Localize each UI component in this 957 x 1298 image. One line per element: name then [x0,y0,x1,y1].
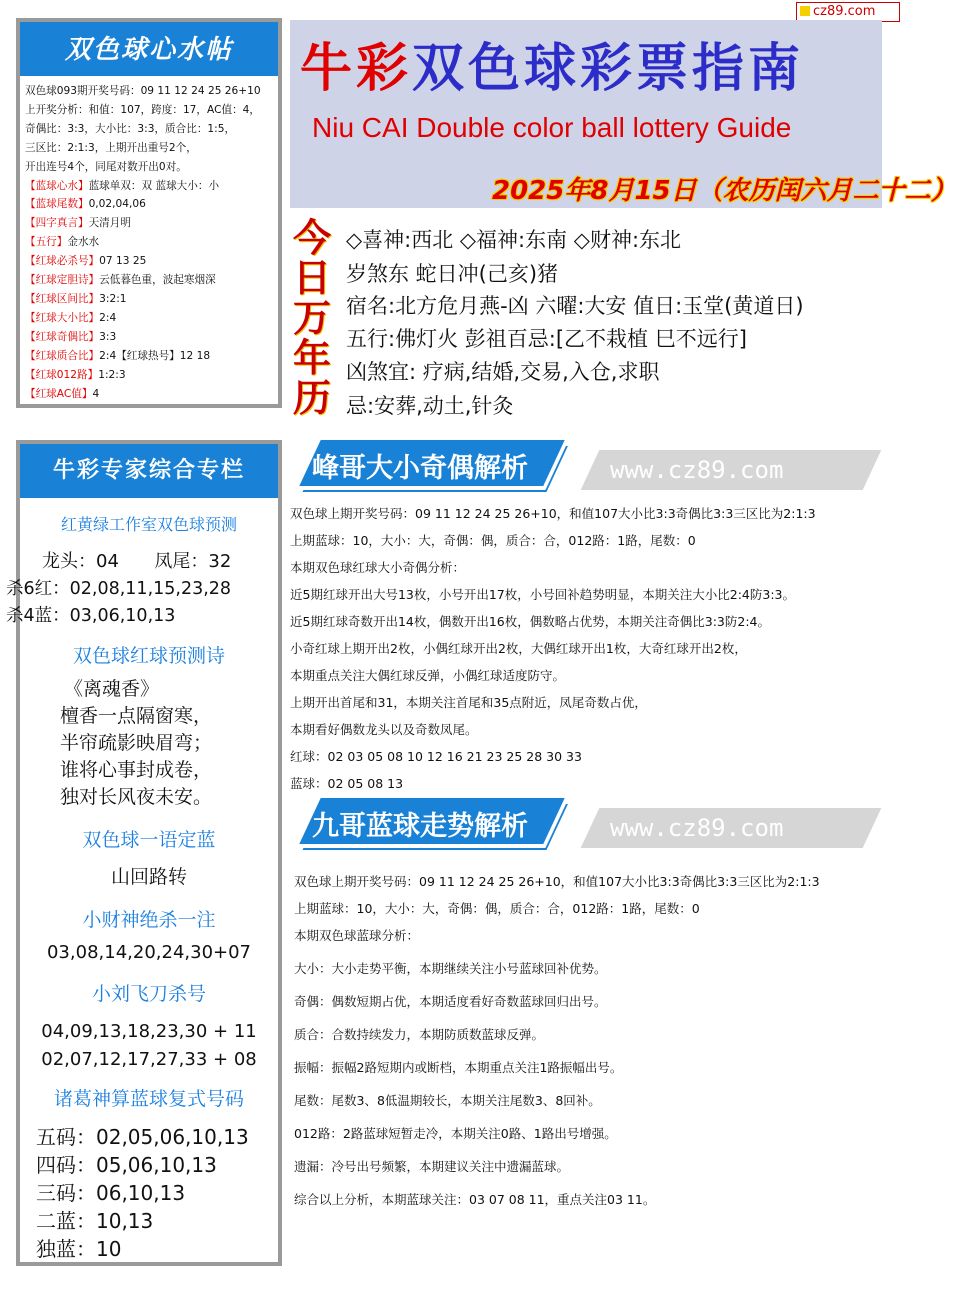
analysis-line: 双色球上期开奖号码：09 11 12 24 25 26+10，和值107大小比3:3奇偶比3:3三区比为2:1:3 [294,874,820,889]
heart-water-value: 2:4【红球热号】12 18 [99,349,211,362]
guide-title: 双色球彩票指南 [412,38,805,99]
section1-title: 峰哥大小奇偶解析 [312,453,528,484]
analysis-line: 尾数：尾数3、8低温期较长，本期关注尾数3、8回补。 [294,1093,601,1108]
heart-water-line [25,347,274,366]
analysis-line: 上期开出首尾和31，本期关注首尾和35点附近，凤尾奇数占优， [290,695,647,710]
kill-blue: 杀4蓝：03,06,10,13 [6,606,176,626]
heart-water-line [25,158,274,177]
analysis-line: 本期双色球红球大小奇偶分析： [290,560,466,575]
section2-site: www.cz89.com [610,814,784,842]
heart-water-tag: 【蓝球尾数】 [25,198,89,211]
heart-water-tag: 【四字真言】 [25,217,89,230]
analysis-line: 振幅：振幅2路短期内或断档，本期重点关注1路振幅出号。 [294,1060,623,1075]
poem-name: 《离魂香》 [64,678,160,700]
kill-red: 杀6红：02,08,11,15,23,28 [6,579,232,599]
studio-title: 红黄绿工作室双色球预测 [60,515,237,534]
poem-line: 半帘疏影映眉弯； [60,732,213,754]
heart-water-value: 三区比：2:1:3，上期开出重号2个， [25,141,197,154]
almanac-char: 今 [292,215,331,260]
heart-water-tag: 【蓝球心水】 [25,179,89,192]
heart-water-tag: 【红球大小比】 [25,311,100,324]
heart-water-line [25,290,274,309]
heart-water-line [25,252,274,271]
heart-water-value: 4 [92,387,100,400]
knife-line: 02,07,12,17,27,33 + 08 [41,1049,257,1070]
almanac-line: 宿名:北方危月燕-凶 六曜:大安 值日:玉堂(黄道日) [346,294,804,318]
almanac-line: 岁煞东 蛇日冲(己亥)猪 [346,262,559,286]
heart-water-value: 1:2:3 [98,368,126,381]
wealth-numbers: 03,08,14,20,24,30+07 [46,942,252,963]
heart-water-value: 蓝球单双：双 蓝球大小：小 [88,179,220,192]
one-word-value: 山回路转 [110,866,187,888]
knife-line: 04,09,13,18,23,30 + 11 [41,1021,257,1042]
almanac-line: 忌:安葬,动土,针灸 [346,394,514,418]
zhuge-line: 四码：05,06,10,13 [36,1153,217,1177]
heart-water-tag: 【红球必杀号】 [25,255,100,268]
poem-line: 谁将心事封成卷， [60,759,213,781]
analysis-line: 近5期红球开出大号13枚，小号开出17枚，小号回补趋势明显，本期关注大小比2:4防3:3。 [290,587,796,602]
heart-water-value: 云低暮色重，波起寒烟深 [99,274,216,287]
heart-water-tag: 【五行】 [25,236,68,249]
page-title [300,26,804,101]
almanac-line: 凶煞宜: 疗病,结婚,交易,入仓,求职 [346,360,660,384]
phoenix-tail: 凤尾：32 [154,551,232,572]
almanac-char: 万 [292,295,331,340]
almanac-char: 日 [292,255,331,300]
heart-water-value: 奇偶比：3:3，大小比：3:3，质合比：1:5， [25,122,236,135]
analysis-line: 近5期红球奇数开出14枚，偶数开出16枚，偶数略占优势，本期关注奇偶比3:3防2:4。 [290,614,771,629]
heart-water-content [20,78,278,403]
expert-column-title: 牛彩专家综合专栏 [20,444,278,498]
heart-water-value: 上开奖分析：和值：107，跨度：17，AC值：4， [25,103,260,116]
analysis-line: 综合以上分析，本期蓝球关注：03 07 08 11，重点关注03 11。 [294,1192,656,1207]
brand-name: 牛彩 [300,38,413,99]
heart-water-value: 2:4 [99,311,117,324]
almanac-line: 五行:佛灯火 彭祖百忌:[乙不栽植 巳不远行] [346,327,747,351]
heart-water-line [25,195,274,214]
square-icon [800,6,810,16]
almanac-char: 历 [292,375,331,420]
site-tag-text: cz89.com [813,4,876,19]
analysis-line: 红球：02 03 05 08 10 12 16 21 23 25 28 30 33 [290,749,582,764]
poem-line: 檀香一点隔窗寒， [60,705,213,727]
heart-water-tag: 【红球区间比】 [25,292,100,305]
heart-water-value: 0,02,04,06 [88,198,146,211]
issue-date: 2025年8月15日（农历闰六月二十二） [492,176,957,206]
heart-water-value: 3:3 [99,330,117,343]
analysis-line: 蓝球：02 05 08 13 [290,776,404,791]
heart-water-tag: 【红球质合比】 [25,349,100,362]
heart-water-tag: 【红球奇偶比】 [25,330,100,343]
heart-water-value: 双色球093期开奖号码：09 11 12 24 25 26+10 [25,85,261,97]
almanac-label [286,215,338,420]
heart-water-value: 金水水 [67,236,100,249]
analysis-line: 本期看好偶数龙头以及奇数凤尾。 [290,722,478,737]
zhuge-line: 独蓝：10 [36,1237,122,1261]
heart-water-line [25,120,274,139]
analysis-line: 双色球上期开奖号码：09 11 12 24 25 26+10，和值107大小比3:3奇偶比3:3三区比为2:1:3 [290,506,816,521]
poem-line: 独对长风夜未安。 [60,786,213,808]
heart-water-line [25,271,274,290]
english-title: Niu CAI Double color ball lottery Guide [312,112,792,143]
heart-water-line [25,309,274,328]
heart-water-line [25,139,274,158]
expert-column-panel [6,440,282,1266]
zhuge-line: 二蓝：10,13 [36,1209,154,1233]
heart-water-line [25,177,274,196]
zhuge-title: 诸葛神算蓝球复式号码 [53,1088,244,1110]
wealth-title: 小财神绝杀一注 [82,909,216,931]
dragon-head: 龙头：04 [42,551,119,572]
heart-water-title: 双色球心水帖 [20,22,278,78]
heart-water-line [25,328,274,347]
analysis-line: 本期双色球蓝球分析： [294,928,420,943]
section2-title: 九哥蓝球走势解析 [312,811,528,842]
heart-water-line [25,214,274,233]
heart-water-line [25,366,274,385]
analysis-line: 本期重点关注大偶红球反弹，小偶红球适度防守。 [290,668,566,683]
analysis-line: 遗漏：冷号出号频繁，本期建议关注中遗漏蓝球。 [294,1159,570,1174]
section2-banner [290,798,890,850]
zhuge-line: 五码：02,05,06,10,13 [36,1125,249,1149]
section1-site: www.cz89.com [610,456,784,484]
site-tag[interactable] [796,2,900,22]
heart-water-line [25,233,274,252]
poem-section-title: 双色球红球预测诗 [72,645,225,667]
heart-water-value: 07 13 25 [99,255,147,268]
analysis-line: 小奇红球上期开出2枚，小偶红球开出2枚，大偶红球开出1枚，大奇红球开出2枚， [290,641,747,656]
heart-water-tag: 【红球定胆诗】 [25,274,100,287]
heart-water-tag: 【红球AC值】 [25,387,93,400]
heart-water-value: 开出连号4个，同尾对数开出0对。 [25,160,187,173]
zhuge-line: 三码：06,10,13 [36,1181,186,1205]
heart-water-value: 天清月明 [88,217,131,230]
almanac-line: ◇喜神:西北 ◇福神:东南 ◇财神:东北 [346,228,682,252]
analysis-line: 上期蓝球：10，大小：大，奇偶：偶，质合：合，012路：1路，尾数：0 [294,901,700,916]
heart-water-panel [16,18,282,408]
analysis-line: 上期蓝球：10，大小：大，奇偶：偶，质合：合，012路：1路，尾数：0 [290,533,696,548]
section1-banner [290,440,890,492]
analysis-line: 012路：2路蓝球短暂走冷，本期关注0路、1路出号增强。 [294,1126,617,1141]
heart-water-line [25,101,274,120]
heart-water-line [25,385,274,404]
almanac-char: 年 [292,335,331,380]
knife-title: 小刘飞刀杀号 [91,983,206,1005]
analysis-line: 质合：合数持续发力，本期防质数蓝球反弹。 [294,1027,545,1042]
analysis-line: 奇偶：偶数短期占优，本期适度看好奇数蓝球回归出号。 [294,994,607,1009]
heart-water-value: 3:2:1 [99,292,127,305]
one-word-title: 双色球一语定蓝 [82,829,216,851]
heart-water-tag: 【红球012路】 [25,368,99,381]
heart-water-line [25,82,274,101]
analysis-line: 大小：大小走势平衡，本期继续关注小号蓝球回补优势。 [294,961,607,976]
